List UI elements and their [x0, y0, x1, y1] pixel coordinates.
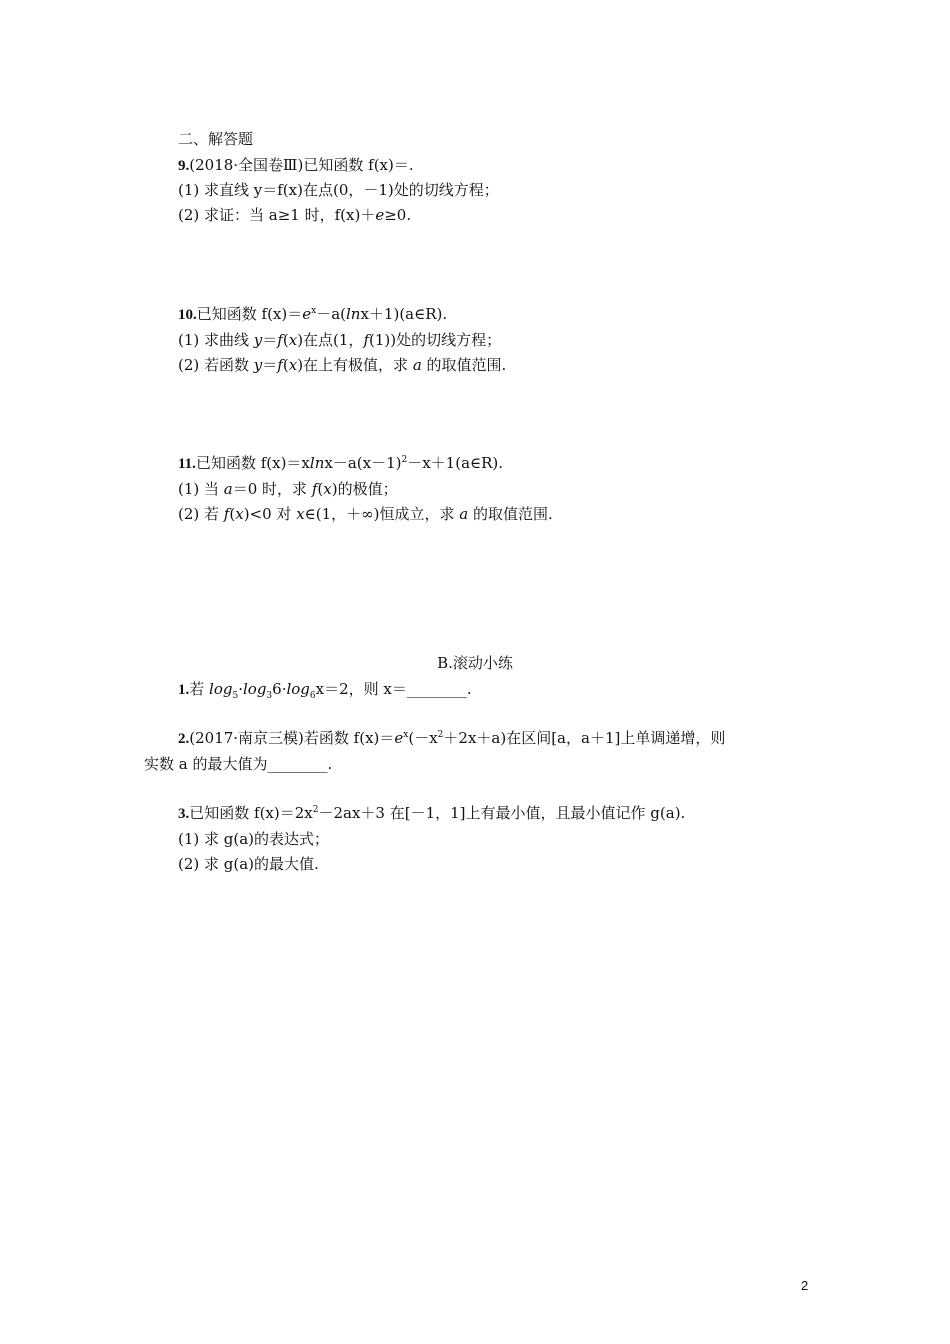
- exercise-2-cont: 实数 a 的最大值为________.: [144, 755, 333, 773]
- problem-10-part-1: (1) 求曲线 y＝f(x)在点(1，f(1))处的切线方程；: [178, 331, 502, 349]
- exercise-2: 2.(2017·南京三模)若函数 $f(x)=e^x(-x^2+2x+a)$在区间[a，a＋1]上单调递增，则: [178, 729, 726, 747]
- problem-number: 10.: [178, 307, 197, 323]
- problem-9-part-2: (2) 求证：当 a≥1 时，f(x)＋e≥0.: [178, 206, 412, 224]
- problem-11-part-1: (1) 当 a＝0 时，求 f(x)的极值；: [178, 480, 398, 498]
- problem-10-part-2: (2) 若函数 y＝f(x)在上有极值，求 a 的取值范围.: [178, 356, 507, 374]
- page-number: 2: [801, 1278, 809, 1293]
- section-b-title: B.滚动小练: [437, 654, 513, 672]
- exercise-3-part-1: (1) 求 g(a)的表达式；: [178, 830, 330, 848]
- problem-11-stem: [178, 453, 503, 474]
- section-heading: 二、解答题: [178, 130, 254, 148]
- exercise-1: 1.若 $\log_5\cdot\log_36\cdot\log_6x=2$，则 x＝________.: [178, 680, 472, 701]
- exercise-3-part-2: (2) 求 g(a)的最大值.: [178, 855, 319, 873]
- problem-text: 已知函数 $f(x)=e^x-a(\ln x+1)(a\in R)$.: [196, 305, 448, 323]
- problem-9-part-1: (1) 求直线 y＝f(x)在点(0，－1)处的切线方程；: [178, 181, 499, 199]
- problem-9-stem: [178, 155, 414, 176]
- problem-10-stem: [178, 304, 447, 325]
- exercise-number: 2.: [178, 731, 190, 747]
- problem-number: 11.: [178, 456, 196, 472]
- exercise-3: 3.已知函数 $f(x)=2x^2-2ax+3$ 在[－1，1]上有最小值，且最小值记作 g(a).: [178, 804, 686, 822]
- exercise-number: 1.: [178, 682, 190, 698]
- problem-number: 9.: [178, 158, 190, 174]
- problem-text: 已知函数 f(x)＝.: [303, 156, 414, 174]
- problem-text: 已知函数 $f(x)=xlnx-a(x-1)^2-x+1(a\in R)$.: [195, 454, 504, 472]
- exercise-number: 3.: [178, 806, 190, 822]
- problem-source: (2018·全国卷Ⅲ): [189, 156, 304, 174]
- problem-11-part-2: (2) 若 f(x)<0 对 x∈(1，＋∞)恒成立，求 a 的取值范围.: [178, 505, 553, 523]
